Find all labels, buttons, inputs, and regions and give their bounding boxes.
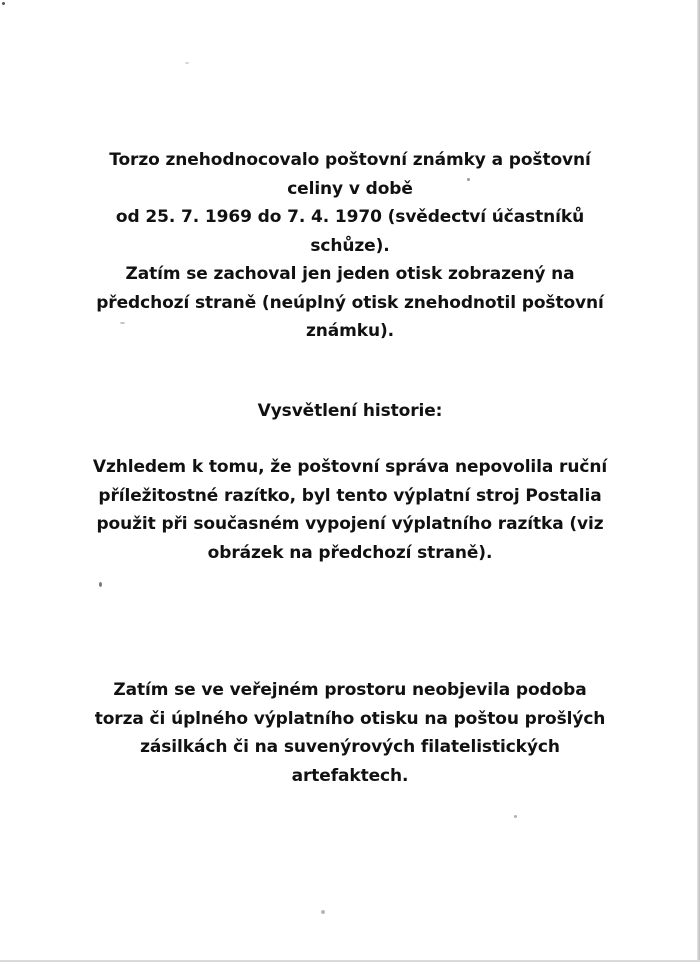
scan-speck [2,2,5,5]
scan-speck [120,322,125,324]
intro-line: Zatím se zachoval jen jeden otisk zobrazený na [125,264,575,284]
closing-line: Zatím se ve veřejném prostoru neobjevila podoba [113,680,587,700]
intro-line: schůze). [310,235,390,256]
history-line: použit při současném vypojení výplatního razítka (viz [96,514,604,534]
history-line: příležitostné razítko, byl tento výplatní stroj Postalia [98,485,602,506]
scan-speck [99,582,102,587]
intro-line: od 25. 7. 1969 do 7. 4. 1970 (svědectví účastníků [115,207,585,227]
scan-speck [467,178,470,181]
intro-paragraph [40,146,660,346]
history-paragraph [40,453,660,567]
scan-speck [185,62,189,64]
intro-line: celiny v době [287,178,413,199]
intro-line: předchozí straně (neúplný otisk znehodnotil poštovní [96,292,604,313]
intro-line: Torzo znehodnocovalo poštovní známky a poštovní [109,150,591,170]
closing-line: zásilkách či na suvenýrových filatelistických [140,737,560,757]
history-line: Vzhledem k tomu, že poštovní správa nepovolila ruční [92,457,608,477]
scan-speck [514,815,517,818]
scan-speck [321,910,325,914]
closing-paragraph [40,676,660,790]
closing-line: artefaktech. [291,765,409,786]
history-line: obrázek na předchozí straně). [207,542,493,563]
closing-line: torza či úplného výplatního otisku na poštou prošlých [94,708,606,729]
history-heading: Vysvětlení historie: [257,401,443,421]
intro-line: známku). [305,321,395,341]
